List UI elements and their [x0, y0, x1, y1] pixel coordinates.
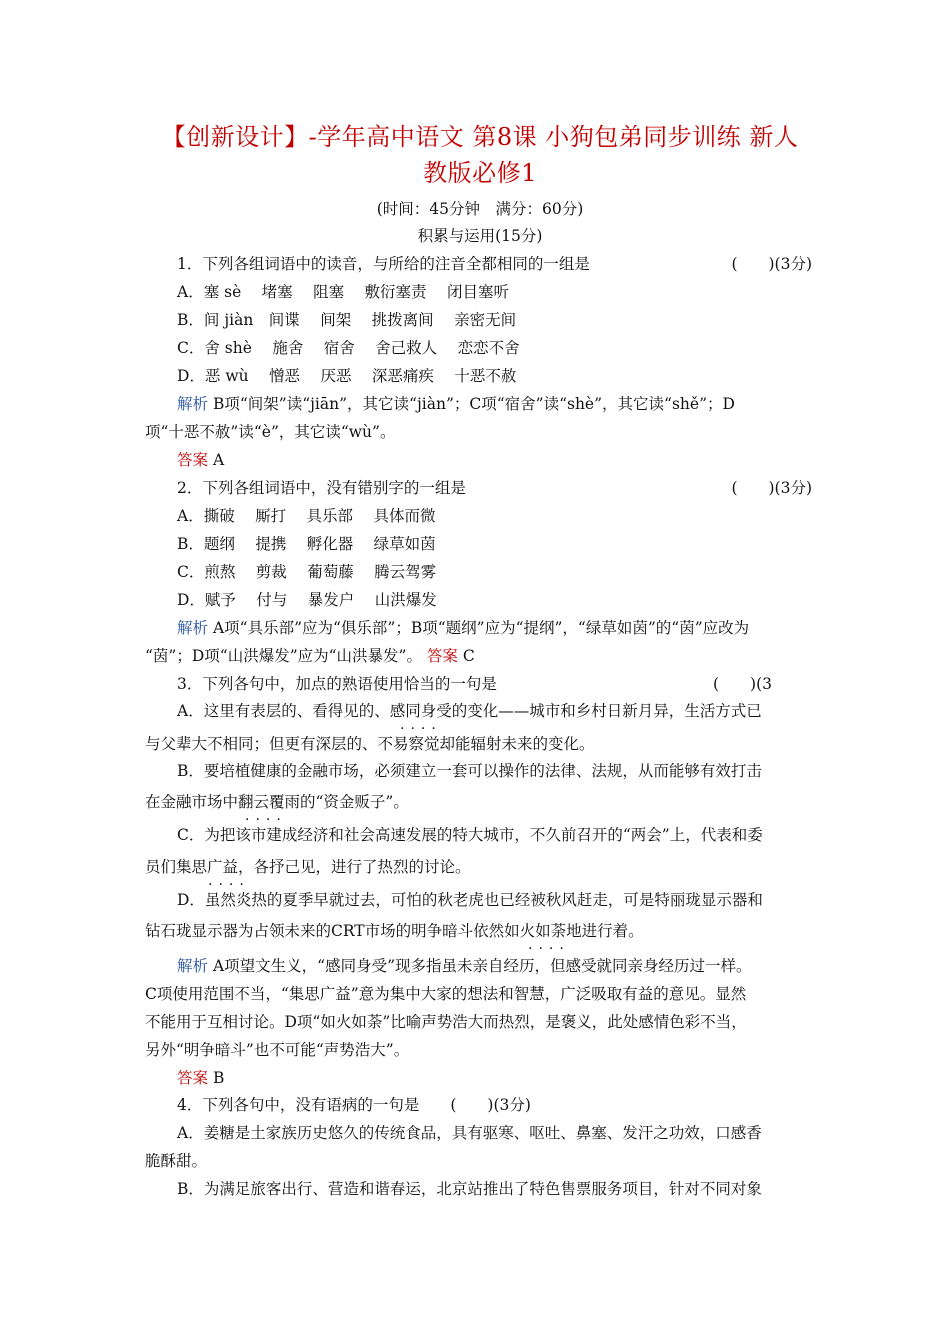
answer-label: 答案: [426, 647, 458, 665]
question-1-answer: 答案 A: [177, 451, 225, 469]
question-3-answer: 答案 B: [177, 1069, 225, 1087]
document-title: 【创新设计】-学年高中语文 第8课 小狗包弟同步训练 新人: [161, 123, 799, 151]
emphasis-dots: ....: [528, 937, 570, 953]
question-3-option-c: C．为把该市建成经济和社会高速发展的特大城市，不久前召开的“两会”上，代表和委: [177, 826, 763, 844]
question-2-option-a: A．撕破 厮打 具乐部 具体而微: [177, 507, 436, 525]
question-2-option-b: B．题纲 提携 孵化器 绿草如茵: [177, 535, 436, 553]
question-3-option-b: B．要培植健康的金融市场，必须建立一套可以操作的法律、法规，从而能够有效打击: [177, 762, 762, 780]
question-3-option-d: D．虽然炎热的夏季早就过去，可怕的秋老虎也已经被秋风赶走，可是特丽珑显示器和: [177, 891, 763, 909]
question-2-option-c: C．煎熬 剪裁 葡萄藤 腾云驾雾: [177, 563, 437, 581]
question-3-option-c-cont: 员们集思广益，各抒己见，进行了热烈的讨论。: [145, 858, 471, 876]
question-2-analysis: 解析 A项“具乐部”应为“俱乐部”；B项“题纲”应为“提纲”，“绿草如茵”的“茵”应改为: [177, 619, 750, 637]
question-2-score: ( )(3分): [731, 479, 812, 497]
emphasis-dots: ....: [208, 873, 250, 889]
question-3-option-a-cont: 与父辈大不相同；但更有深层的、不易察觉却能辐射未来的变化。: [145, 735, 595, 753]
answer-label: 答案: [177, 451, 209, 469]
question-1-stem: 1．下列各组词语中的读音，与所给的注音全都相同的一组是 ( )(3分): [177, 255, 812, 273]
question-3-option-b-cont: 在金融市场中翻云覆雨的“资金贩子”。: [145, 793, 409, 811]
question-1-option-b: B．间 jiàn 间谍 间架 挑拨离间 亲密无间: [177, 311, 517, 329]
question-3-option-d-cont: 钻石珑显示器为占领未来的CRT市场的明争暗斗依然如火如荼地进行着。: [145, 922, 644, 940]
question-3-analysis-cont: 不能用于互相讨论。D项“如火如荼”比喻声势浩大而热烈，是褒义，此处感情色彩不当，: [145, 1013, 747, 1031]
question-4-option-a: A．姜糖是土家族历史悠久的传统食品，具有驱寒、呕吐、鼻塞、发汗之功效，口感香: [177, 1124, 762, 1142]
time-score: (时间：45分钟 满分：60分): [376, 200, 584, 218]
analysis-label: 解析: [177, 619, 209, 637]
analysis-label: 解析: [177, 395, 209, 413]
question-1-option-c: C．舍 shè 施舍 宿舍 舍己救人 恋恋不舍: [177, 339, 520, 357]
question-1-option-d: D．恶 wù 憎恶 厌恶 深恶痛疾 十恶不赦: [177, 367, 517, 385]
question-3-analysis-cont: C项使用范围不当，“集思广益”意为集中大家的想法和智慧，广泛吸取有益的意见。显然: [145, 985, 747, 1003]
question-2-option-d: D．赋予 付与 暴发户 山洪爆发: [177, 591, 437, 609]
analysis-label: 解析: [177, 957, 209, 975]
question-1-analysis-cont: 项“十恶不赦”读“è”，其它读“wù”。: [145, 423, 396, 441]
question-4-stem: 4．下列各句中，没有语病的一句是 ( )(3分): [177, 1096, 531, 1114]
question-3-analysis-cont: 另外“明争暗斗”也不可能“声势浩大”。: [145, 1041, 410, 1059]
question-1-option-a: A．塞 sè 堵塞 阻塞 敷衍塞责 闭目塞听: [177, 283, 509, 301]
question-1-score: ( )(3分): [731, 255, 812, 273]
question-4-option-b: B．为满足旅客出行、营造和谐春运，北京站推出了特色售票服务项目，针对不同对象: [177, 1180, 762, 1198]
answer-label: 答案: [177, 1069, 209, 1087]
document-title-line2: 教版必修1: [423, 159, 537, 187]
question-2-analysis-cont: “茵”；D项“山洪爆发”应为“山洪暴发”。 答案 C: [145, 647, 475, 665]
question-1-analysis: 解析 B项“间架”读“jiān”，其它读“jiàn”；C项“宿舍”读“shè”，其它读“shě”；D: [177, 395, 735, 413]
emphasis-dots: ....: [245, 808, 287, 824]
question-3-score: ( )(3: [712, 675, 772, 693]
question-4-option-a-cont: 脆酥甜。: [145, 1152, 208, 1170]
question-3-option-a: A．这里有表层的、看得见的、感同身受的变化——城市和乡村日新月异，生活方式已: [177, 702, 762, 720]
question-3-analysis: 解析 A项望文生义，“感同身受”现多指虽未亲自经历，但感受就同亲身经历过一样。: [177, 957, 752, 975]
question-3-stem: 3．下列各句中，加点的熟语使用恰当的一句是 ( )(3: [177, 675, 772, 693]
question-2-stem: 2．下列各组词语中，没有错别字的一组是 ( )(3分): [177, 479, 812, 497]
emphasis-dots: ....: [400, 717, 442, 733]
section-heading: 积累与运用(15分): [417, 227, 543, 245]
